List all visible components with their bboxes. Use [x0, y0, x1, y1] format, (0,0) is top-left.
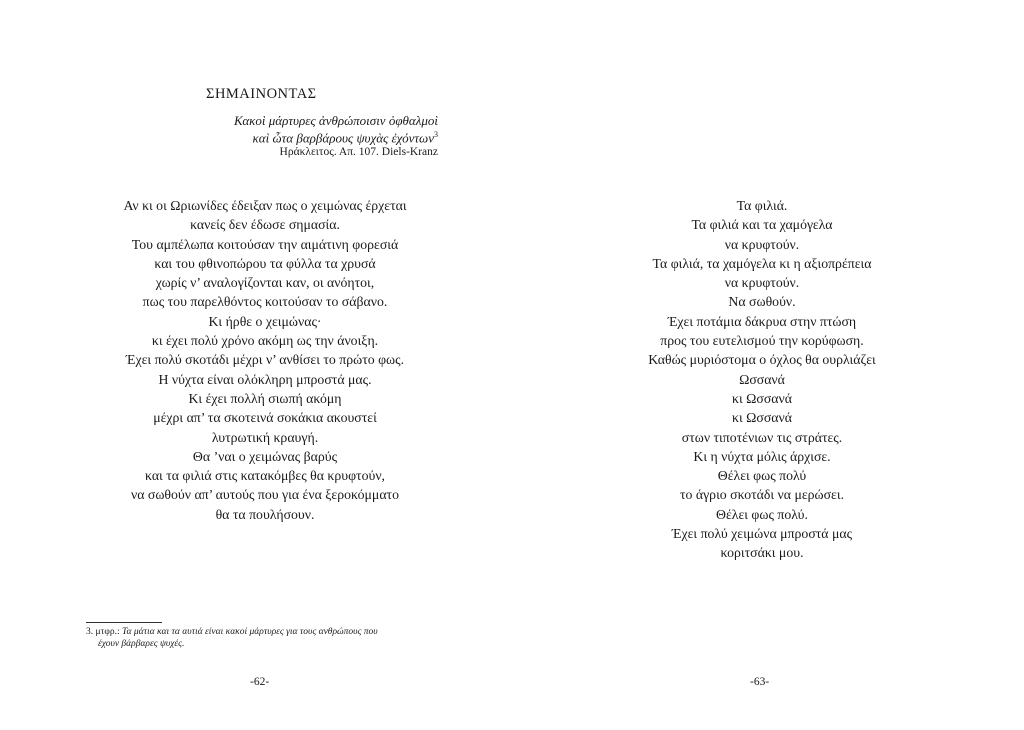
poem-line: να σωθούν απ’ αυτούς που για ένα ξεροκόμματο [130, 487, 399, 503]
poem-line: Έχει πολύ σκοτάδι μέχρι ν’ ανθίσει το πρώτο φως. [125, 352, 405, 368]
poem-line: μέχρι απ’ τα σκοτεινά σοκάκια ακουστεί [153, 410, 377, 426]
poem-title: ΣΗΜΑΙΝΟΝΤΑΣ [206, 86, 317, 102]
footnote-mark: 3 [434, 130, 438, 139]
poem-line: Έχει ποτάμια δάκρυα στην πτώση [667, 313, 857, 329]
poem-line: κανείς δεν έδωσε σημασία. [190, 217, 340, 233]
poem-line: Θέλει φως πολύ [717, 468, 807, 484]
poem-text-right [552, 196, 972, 563]
poem-line: να κρυφτούν. [724, 275, 800, 291]
poem-line: και του φθινοπώρου τα φύλλα τα χρυσά [154, 255, 376, 271]
poem-line: Τα φιλιά, τα χαμόγελα κι η αξιοπρέπεια [652, 255, 872, 271]
poem-line: Η νύχτα είναι ολόκληρη μπροστά μας. [158, 371, 372, 387]
poem-line: Θέλει φως πολύ. [716, 506, 808, 522]
poem-line: Να σωθούν. [728, 294, 796, 310]
poem-line: Του αμπέλωπα κοιτούσαν την αιμάτινη φορεσιά [131, 236, 399, 252]
poem-line: κι Ωσσανά [732, 410, 792, 426]
poem-line: θα τα πουλήσουν. [215, 506, 315, 522]
right-page [512, 0, 1024, 730]
footnote [86, 627, 466, 650]
poem-line: στων τιποτένιων τις στράτες. [681, 429, 843, 445]
poem-line: το άγριο σκοτάδι να μερώσει. [679, 487, 845, 503]
footnote-line-1: Τα μάτια και τα αυτιά είναι κακοί μάρτυρες για τους ανθρώπους που [122, 627, 378, 637]
epigraph-line-2: καὶ ὦτα βαρβάρους ψυχὰς ἐχόντων$^3$ [252, 130, 438, 146]
poem-line: κι Ωσσανά [732, 390, 792, 406]
poem-line: Κι έχει πολλή σιωπή ακόμη [188, 390, 342, 406]
footnote-line-2: έχουν βάρβαρες ψυχές. [98, 638, 185, 649]
poem-line: προς του ευτελισμού την κορύφωση. [660, 333, 864, 349]
poem-line: πως του παρελθόντος κοιτούσαν το σάβανο. [142, 294, 388, 310]
poem-line: λυτρωτική κραυγή. [211, 429, 319, 445]
poem-line: χωρίς ν’ αναλογίζονται καν, οι ανόητοι, [155, 275, 375, 291]
poem-line: Έχει πολύ χειμώνα μπροστά μας [671, 526, 853, 542]
epigraph [234, 114, 438, 145]
poem-line: Κι η νύχτα μόλις άρχισε. [693, 448, 831, 464]
poem-line: Κι ήρθε ο χειμώνας· [208, 313, 322, 329]
poem-line: να κρυφτούν. [724, 236, 800, 252]
poem-line: Καθώς μυριόστομα ο όχλος θα ουρλιάζει [648, 352, 876, 368]
poem-line: και τα φιλιά στις κατακόμβες θα κρυφτούν, [144, 468, 386, 484]
poem-line: κοριτσάκι μου. [720, 545, 804, 561]
poem-line: Ωσσανά [739, 371, 785, 387]
epigraph-line-1: Κακοὶ μάρτυρες ἀνθρώποισιν ὀφθαλμοὶ [234, 113, 438, 128]
poem-text-left [60, 196, 470, 524]
poem-line: Θα ’ναι ο χειμώνας βαρύς [192, 448, 338, 464]
poem-line: Αν κι οι Ωριωνίδες έδειξαν πως ο χειμώνας έρχεται [123, 198, 407, 213]
epigraph-source: Ηράκλειτος. Απ. 107. Diels-Kranz [279, 146, 438, 158]
page-number-right: -63- [750, 676, 770, 688]
poem-line: Τα φιλιά. [736, 198, 788, 213]
footnote-number: 3. μτφρ.: [86, 627, 120, 637]
footnote-rule [86, 622, 162, 623]
poem-line: Τα φιλιά και τα χαμόγελα [691, 217, 833, 233]
poem-line: κι έχει πολύ χρόνο ακόμη ως την άνοιξη. [151, 333, 379, 349]
page-number-left: -62- [250, 676, 270, 688]
